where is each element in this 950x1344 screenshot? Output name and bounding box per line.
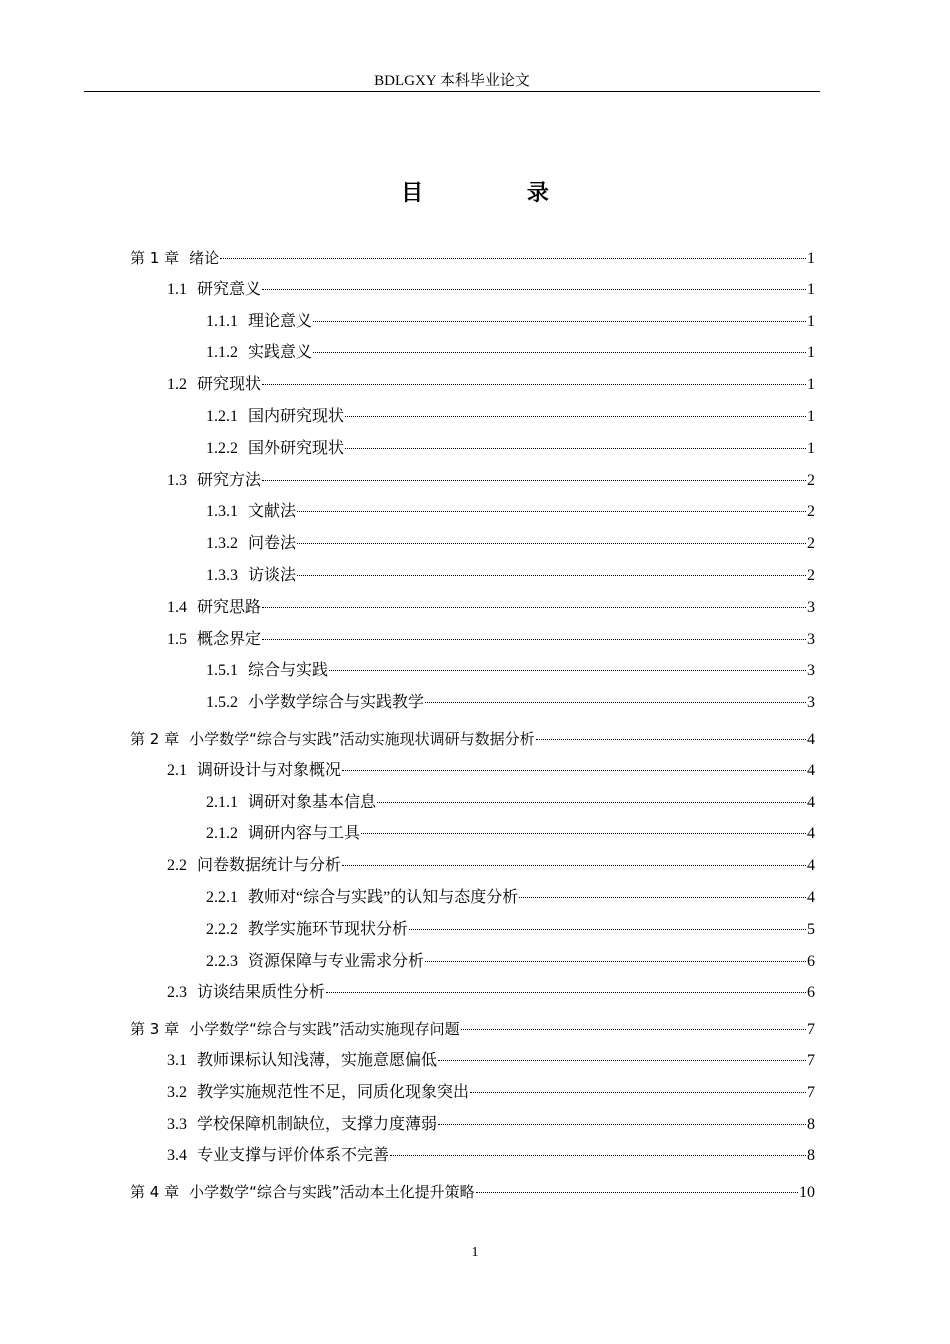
- toc-entry-number: 1.3.3: [206, 567, 238, 584]
- toc-entry-title: 访谈法: [248, 567, 297, 584]
- toc-entry-title: 问卷数据统计与分析: [197, 857, 342, 874]
- toc-entry-page: 1: [807, 313, 815, 330]
- toc-entry-label: [206, 534, 296, 554]
- toc-entry-number: 1.1.2: [206, 344, 238, 361]
- toc-entry-title: 小学数学综合与实践教学: [248, 694, 425, 711]
- toc-entry-title: 概念界定: [197, 631, 262, 648]
- toc-entry-number: 2.1: [167, 762, 187, 779]
- toc-dot-leader: [326, 992, 806, 993]
- toc-entry-label: [167, 280, 261, 300]
- toc-entry-title: 小学数学“综合与实践”活动本土化提升策略: [189, 1183, 475, 1201]
- toc-entry-label: [130, 729, 535, 749]
- toc-entry-number: 1.3: [167, 472, 187, 489]
- toc-entry-number: 1.3.2: [206, 535, 238, 552]
- toc-subsection-entry[interactable]: [206, 824, 815, 844]
- toc-section-entry[interactable]: [167, 1146, 815, 1166]
- toc-dot-leader: [470, 1092, 806, 1093]
- toc-dot-leader: [297, 543, 806, 544]
- toc-entry-number: 2.1.2: [206, 825, 238, 842]
- toc-dot-leader: [438, 1060, 806, 1061]
- toc-title: 目 录: [401, 181, 597, 206]
- toc-entry-label: [167, 1051, 437, 1071]
- toc-entry-number: 1.2.2: [206, 440, 238, 457]
- toc-entry-label: [167, 1146, 389, 1166]
- toc-chapter-entry[interactable]: [130, 1019, 815, 1040]
- toc-entry-label: [167, 761, 341, 781]
- toc-dot-leader: [377, 802, 806, 803]
- toc-entry-page: 4: [807, 731, 815, 748]
- toc-entry-number: 第 4 章: [130, 1183, 180, 1201]
- toc-entry-page: 1: [807, 281, 815, 298]
- toc-entry-page: 10: [799, 1184, 815, 1201]
- toc-entry-number: 2.2.3: [206, 953, 238, 970]
- toc-entry-page: 1: [807, 344, 815, 361]
- toc-entry-page: 2: [807, 472, 815, 489]
- toc-entry-page: 2: [807, 567, 815, 584]
- toc-entry-number: 3.4: [167, 1147, 187, 1164]
- toc-entry-page: 3: [807, 694, 815, 711]
- toc-dot-leader: [409, 929, 806, 930]
- toc-entry-number: 1.3.1: [206, 503, 238, 520]
- toc-entry-title: 调研设计与对象概况: [197, 762, 342, 779]
- toc-entry-label: [206, 920, 408, 940]
- toc-section-entry[interactable]: [167, 630, 815, 650]
- toc-entry-label: [206, 312, 312, 332]
- toc-entry-number: 3.2: [167, 1084, 187, 1101]
- toc-dot-leader: [476, 1192, 798, 1193]
- toc-entry-page: 8: [807, 1147, 815, 1164]
- toc-dot-leader: [519, 897, 806, 898]
- toc-entry-page: 5: [807, 921, 815, 938]
- toc-entry-label: [206, 407, 344, 427]
- toc-entry-label: [167, 1083, 469, 1103]
- toc-entry-page: 7: [807, 1021, 815, 1038]
- toc-entry-label: [206, 566, 296, 586]
- toc-chapter-entry[interactable]: [130, 729, 815, 750]
- toc-entry-title: 资源保障与专业需求分析: [248, 953, 425, 970]
- toc-entry-page: 4: [807, 857, 815, 874]
- toc-entry-number: 2.2.2: [206, 921, 238, 938]
- toc-entry-number: 1.2.1: [206, 408, 238, 425]
- toc-entry-label: [167, 856, 341, 876]
- toc-dot-leader: [342, 865, 806, 866]
- toc-entry-label: [206, 502, 296, 522]
- toc-section-entry[interactable]: [167, 471, 815, 491]
- toc-entry-number: 1.4: [167, 599, 187, 616]
- page-number: 1: [471, 1245, 479, 1260]
- toc-entry-number: 1.1: [167, 281, 187, 298]
- toc-entry-label: [206, 888, 518, 908]
- toc-entry-page: 4: [807, 889, 815, 906]
- toc-dot-leader: [425, 702, 806, 703]
- toc-entry-label: [167, 598, 261, 618]
- toc-entry-page: 1: [807, 408, 815, 425]
- toc-entry-title: 教学实施规范性不足，同质化现象突出: [197, 1084, 470, 1101]
- toc-dot-leader: [262, 289, 806, 290]
- toc-dot-leader: [313, 321, 806, 322]
- toc-entry-title: 实践意义: [248, 344, 313, 361]
- toc-entry-number: 第 2 章: [130, 730, 180, 748]
- toc-entry-number: 1.5.1: [206, 662, 238, 679]
- toc-entry-page: 8: [807, 1116, 815, 1133]
- toc-dot-leader: [297, 575, 806, 576]
- toc-entry-page: 3: [807, 631, 815, 648]
- toc-entry-number: 1.5: [167, 631, 187, 648]
- toc-entry-page: 7: [807, 1084, 815, 1101]
- toc-entry-title: 教师对“综合与实践”的认知与态度分析: [248, 889, 519, 906]
- toc-entry-number: 1.2: [167, 376, 187, 393]
- toc-subsection-entry[interactable]: [206, 439, 815, 459]
- toc-dot-leader: [345, 416, 806, 417]
- toc-dot-leader: [342, 770, 806, 771]
- toc-entry-title: 专业支撑与评价体系不完善: [197, 1147, 390, 1164]
- toc-dot-leader: [262, 639, 806, 640]
- toc-entry-label: [167, 471, 261, 491]
- toc-entry-title: 小学数学“综合与实践”活动实施现状调研与数据分析: [189, 730, 535, 748]
- toc-dot-leader: [361, 833, 806, 834]
- toc-entry-title: 研究方法: [197, 472, 262, 489]
- toc-entry-page: 6: [807, 984, 815, 1001]
- toc-entry-title: 研究意义: [197, 281, 262, 298]
- toc-entry-title: 国内研究现状: [248, 408, 345, 425]
- toc-entry-label: [130, 1182, 475, 1202]
- toc-subsection-entry[interactable]: [206, 661, 815, 681]
- toc-subsection-entry[interactable]: [206, 343, 815, 363]
- toc-subsection-entry[interactable]: [206, 407, 815, 427]
- header-divider: [84, 91, 820, 92]
- toc-subsection-entry[interactable]: [206, 952, 815, 972]
- toc-subsection-entry[interactable]: [206, 693, 815, 713]
- toc-section-entry[interactable]: [167, 1083, 815, 1103]
- toc-entry-number: 1.1.1: [206, 313, 238, 330]
- toc-entry-label: [206, 952, 424, 972]
- toc-entry-number: 1.5.2: [206, 694, 238, 711]
- toc-dot-leader: [297, 511, 806, 512]
- toc-entry-label: [167, 983, 325, 1003]
- toc-entry-number: 2.3: [167, 984, 187, 1001]
- toc-entry-label: [206, 439, 344, 459]
- toc-entry-page: 4: [807, 762, 815, 779]
- toc-dot-leader: [262, 384, 806, 385]
- toc-dot-leader: [345, 448, 806, 449]
- toc-entry-page: 2: [807, 535, 815, 552]
- toc-subsection-entry[interactable]: [206, 566, 815, 586]
- toc-entry-title: 文献法: [248, 503, 297, 520]
- toc-section-entry[interactable]: [167, 375, 815, 395]
- toc-entry-label: [130, 1019, 460, 1039]
- toc-entry-label: [206, 824, 360, 844]
- toc-dot-leader: [220, 258, 806, 259]
- toc-section-entry[interactable]: [167, 983, 815, 1003]
- toc-dot-leader: [438, 1124, 806, 1125]
- toc-subsection-entry[interactable]: [206, 534, 815, 554]
- toc-section-entry[interactable]: [167, 1115, 815, 1135]
- toc-entry-title: 调研对象基本信息: [248, 794, 377, 811]
- toc-entry-label: [167, 375, 261, 395]
- toc-entry-page: 4: [807, 794, 815, 811]
- toc-entry-label: [130, 248, 219, 268]
- toc-entry-page: 2: [807, 503, 815, 520]
- toc-entry-title: 访谈结果质性分析: [197, 984, 326, 1001]
- toc-entry-page: 6: [807, 953, 815, 970]
- toc-entry-title: 小学数学“综合与实践”活动实施现存问题: [189, 1020, 460, 1038]
- toc-entry-title: 研究现状: [197, 376, 262, 393]
- toc-entry-title: 调研内容与工具: [248, 825, 361, 842]
- toc-entry-number: 3.1: [167, 1052, 187, 1069]
- toc-dot-leader: [262, 480, 806, 481]
- toc-entry-title: 问卷法: [248, 535, 297, 552]
- toc-subsection-entry[interactable]: [206, 793, 815, 813]
- toc-entry-page: 7: [807, 1052, 815, 1069]
- toc-entry-title: 教师课标认知浅薄，实施意愿偏低: [197, 1052, 438, 1069]
- toc-entry-number: 2.2.1: [206, 889, 238, 906]
- toc-entry-number: 3.3: [167, 1116, 187, 1133]
- toc-dot-leader: [461, 1029, 806, 1030]
- toc-entry-title: 绪论: [189, 249, 220, 267]
- toc-dot-leader: [313, 352, 806, 353]
- toc-entry-title: 学校保障机制缺位，支撑力度薄弱: [197, 1116, 438, 1133]
- toc-chapter-entry[interactable]: [130, 248, 815, 269]
- toc-entry-label: [167, 1115, 437, 1135]
- toc-entry-page: 1: [807, 250, 815, 267]
- toc-section-entry[interactable]: [167, 598, 815, 618]
- toc-chapter-entry[interactable]: [130, 1182, 815, 1203]
- toc-entry-number: 2.1.1: [206, 794, 238, 811]
- toc-dot-leader: [329, 670, 806, 671]
- toc-dot-leader: [425, 961, 806, 962]
- toc-entry-label: [206, 793, 376, 813]
- toc-section-entry[interactable]: [167, 761, 815, 781]
- toc-entry-label: [206, 693, 424, 713]
- toc-section-entry[interactable]: [167, 280, 815, 300]
- toc-dot-leader: [262, 607, 806, 608]
- toc-entry-number: 第 1 章: [130, 249, 180, 267]
- toc-entry-title: 研究思路: [197, 599, 262, 616]
- toc-entry-number: 2.2: [167, 857, 187, 874]
- toc-section-entry[interactable]: [167, 1051, 815, 1071]
- toc-dot-leader: [536, 739, 806, 740]
- toc-entry-label: [206, 343, 312, 363]
- running-header: BDLGXY 本科毕业论文: [374, 73, 530, 89]
- toc-dot-leader: [390, 1155, 806, 1156]
- toc-entry-title: 教学实施环节现状分析: [248, 921, 409, 938]
- toc-entry-title: 综合与实践: [248, 662, 329, 679]
- toc-section-entry[interactable]: [167, 856, 815, 876]
- toc-entry-label: [206, 661, 328, 681]
- toc-entry-title: 国外研究现状: [248, 440, 345, 457]
- toc-entry-label: [167, 630, 261, 650]
- toc-entry-page: 3: [807, 599, 815, 616]
- toc-subsection-entry[interactable]: [206, 312, 815, 332]
- toc-entry-number: 第 3 章: [130, 1020, 180, 1038]
- toc-subsection-entry[interactable]: [206, 920, 815, 940]
- toc-entry-page: 1: [807, 376, 815, 393]
- toc-entry-page: 3: [807, 662, 815, 679]
- toc-entry-page: 4: [807, 825, 815, 842]
- toc-entry-page: 1: [807, 440, 815, 457]
- toc-subsection-entry[interactable]: [206, 888, 815, 908]
- toc-entry-title: 理论意义: [248, 313, 313, 330]
- toc-subsection-entry[interactable]: [206, 502, 815, 522]
